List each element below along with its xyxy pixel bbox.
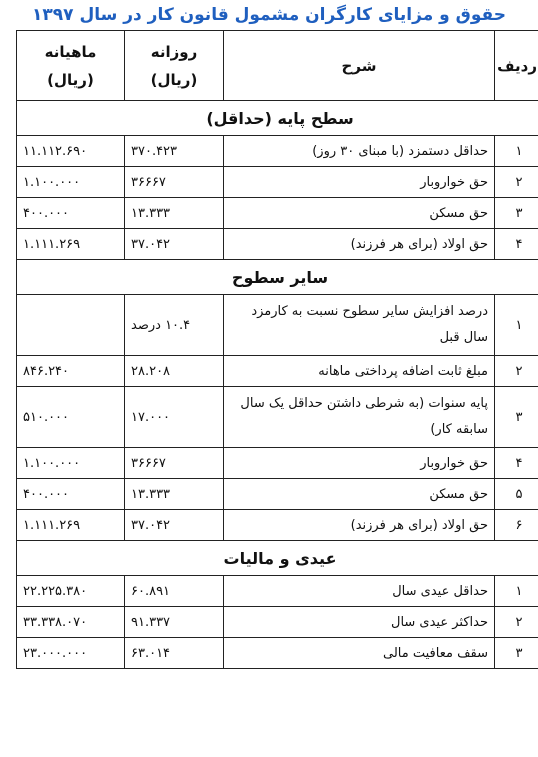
description-cell: حق مسکن — [224, 479, 495, 510]
description-cell: حق اولاد (برای هر فرزند) — [224, 510, 495, 541]
daily-amount-cell: ۳۶۶۶۷ — [125, 448, 224, 479]
header-daily-unit: (ریال) — [150, 70, 198, 89]
daily-amount-cell: ۳۷.۰۴۲ — [125, 510, 224, 541]
section-title: عیدی و مالیات — [17, 541, 538, 576]
row-number-cell: ۲ — [495, 607, 538, 638]
daily-amount-cell: ۱۳.۳۳۳ — [125, 479, 224, 510]
header-monthly — [17, 31, 125, 101]
daily-amount-cell: ۶۰.۸۹۱ — [125, 576, 224, 607]
header-monthly-label: ماهیانه — [44, 42, 97, 61]
description-cell: حق خواروبار — [224, 167, 495, 198]
description-cell: حق خواروبار — [224, 448, 495, 479]
table-row — [17, 295, 538, 356]
daily-amount-cell: ۱۳.۳۳۳ — [125, 198, 224, 229]
description-cell: سقف معافیت مالی — [224, 638, 495, 669]
daily-amount-cell: ۶۳.۰۱۴ — [125, 638, 224, 669]
header-row-number: ردیف — [495, 31, 538, 101]
row-number-cell: ۵ — [495, 479, 538, 510]
table-row — [17, 229, 538, 260]
row-number-cell: ۲ — [495, 356, 538, 387]
table-body — [17, 101, 538, 669]
monthly-amount-cell: ۱.۱۱۱.۲۶۹ — [17, 510, 125, 541]
monthly-amount-cell — [17, 295, 125, 356]
table-row — [17, 448, 538, 479]
row-number-cell: ۱ — [495, 295, 538, 356]
section-header-row — [17, 541, 538, 576]
section-header-row — [17, 101, 538, 136]
description-cell: مبلغ ثابت اضافه پرداختی ماهانه — [224, 356, 495, 387]
daily-amount-cell: ۳۷.۰۴۲ — [125, 229, 224, 260]
row-number-cell: ۱ — [495, 136, 538, 167]
daily-amount-cell: ۳۷۰.۴۲۳ — [125, 136, 224, 167]
monthly-amount-cell: ۵۱۰.۰۰۰ — [17, 387, 125, 448]
daily-amount-cell: ۲۸.۲۰۸ — [125, 356, 224, 387]
monthly-amount-cell: ۴۰۰.۰۰۰ — [17, 479, 125, 510]
daily-amount-cell: ۳۶۶۶۷ — [125, 167, 224, 198]
description-cell: حداقل دستمزد (با مبنای ۳۰ روز) — [224, 136, 495, 167]
monthly-amount-cell: ۲۳.۰۰۰.۰۰۰ — [17, 638, 125, 669]
table-row — [17, 356, 538, 387]
table-row — [17, 607, 538, 638]
monthly-amount-cell: ۱۱.۱۱۲.۶۹۰ — [17, 136, 125, 167]
description-cell: حداقل عیدی سال — [224, 576, 495, 607]
table-row — [17, 510, 538, 541]
monthly-amount-cell: ۱.۱۰۰.۰۰۰ — [17, 448, 125, 479]
wage-table — [16, 30, 538, 669]
monthly-amount-cell: ۸۴۶.۲۴۰ — [17, 356, 125, 387]
row-number-cell: ۴ — [495, 229, 538, 260]
table-row — [17, 167, 538, 198]
row-number-cell: ۱ — [495, 576, 538, 607]
daily-amount-cell: ۱۰.۴ درصد — [125, 295, 224, 356]
section-title: سایر سطوح — [17, 260, 538, 295]
header-daily — [125, 31, 224, 101]
table-row — [17, 387, 538, 448]
monthly-amount-cell: ۱.۱۱۱.۲۶۹ — [17, 229, 125, 260]
table-header-row — [17, 31, 538, 101]
row-number-cell: ۳ — [495, 198, 538, 229]
description-cell: حداکثر عیدی سال — [224, 607, 495, 638]
monthly-amount-cell: ۲۲.۲۲۵.۳۸۰ — [17, 576, 125, 607]
monthly-amount-cell: ۳۳.۳۳۸.۰۷۰ — [17, 607, 125, 638]
section-title: سطح پایه (حداقل) — [17, 101, 538, 136]
description-cell: حق مسکن — [224, 198, 495, 229]
daily-amount-cell: ۹۱.۳۳۷ — [125, 607, 224, 638]
description-cell: پایه سنوات (به شرطی داشتن حداقل یک سال سابقه کار) — [224, 387, 495, 448]
description-cell: حق اولاد (برای هر فرزند) — [224, 229, 495, 260]
row-number-cell: ۲ — [495, 167, 538, 198]
page-title: حقوق و مزایای کارگران مشمول قانون کار در سال ۱۳۹۷ — [32, 5, 506, 25]
row-number-cell: ۳ — [495, 638, 538, 669]
row-number-cell: ۴ — [495, 448, 538, 479]
description-cell: درصد افزایش سایر سطوح نسبت به کارمزد سال قبل — [224, 295, 495, 356]
monthly-amount-cell: ۴۰۰.۰۰۰ — [17, 198, 125, 229]
table-row — [17, 479, 538, 510]
row-number-cell: ۶ — [495, 510, 538, 541]
header-description: شرح — [224, 31, 495, 101]
row-number-cell: ۳ — [495, 387, 538, 448]
section-header-row — [17, 260, 538, 295]
daily-amount-cell: ۱۷.۰۰۰ — [125, 387, 224, 448]
header-daily-label: روزانه — [150, 42, 198, 61]
table-row — [17, 198, 538, 229]
header-monthly-unit: (ریال) — [47, 70, 94, 89]
table-row — [17, 576, 538, 607]
table-row — [17, 136, 538, 167]
table-row — [17, 638, 538, 669]
monthly-amount-cell: ۱.۱۰۰.۰۰۰ — [17, 167, 125, 198]
